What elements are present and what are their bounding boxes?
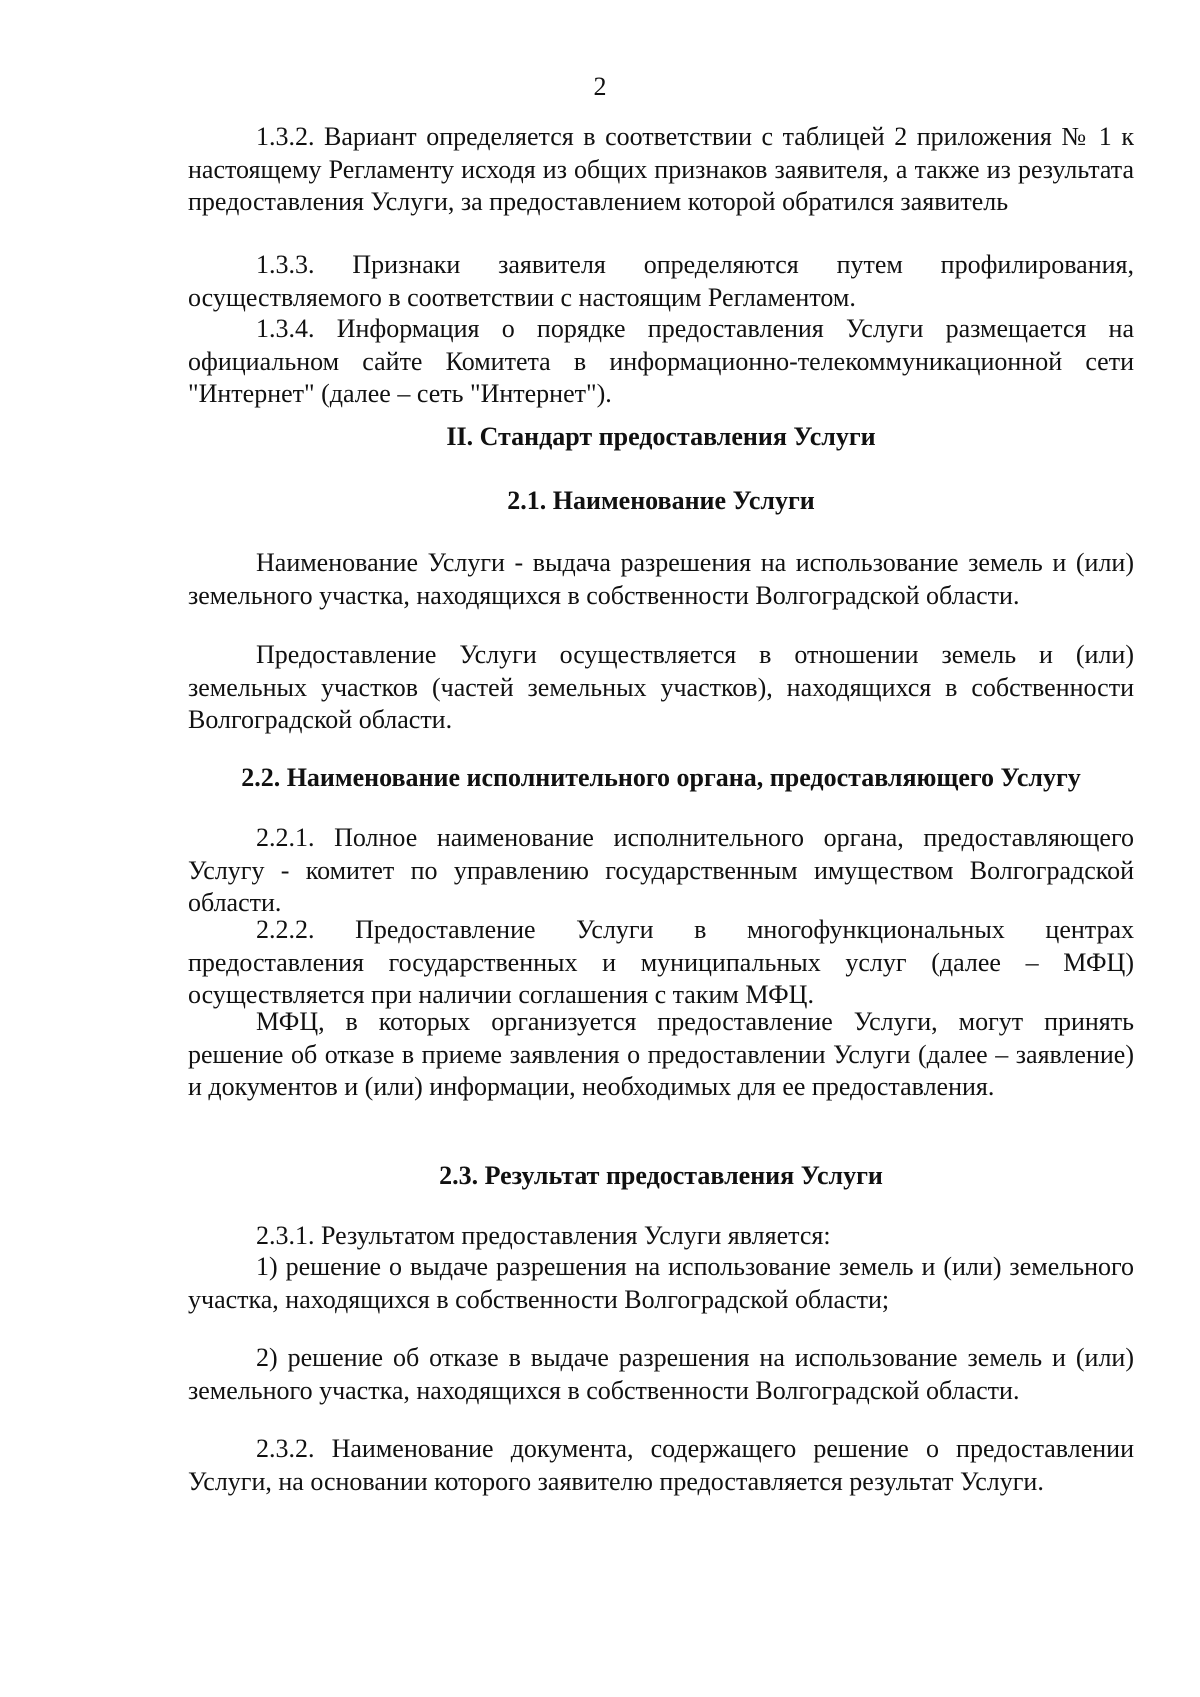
page-number: 2 <box>593 72 607 101</box>
subsection-heading-2-1: 2.1. Наименование Услуги <box>507 486 815 515</box>
list-item-2: 2) решение об отказе в выдаче разрешения на использование земель и (или) земельного участка, находящихся в собственности Волгоградской области. <box>188 1343 1134 1405</box>
paragraph-1-3-3: 1.3.3. Признаки заявителя определяются путем профилирования, осуществляемого в соответствии с настоящим Регламентом. <box>188 250 1134 312</box>
paragraph-2-3-2: 2.3.2. Наименование документа, содержащего решение о предоставлении Услуги, на основании которого заявителю предоставляется результат Услуги. <box>188 1434 1134 1496</box>
list-item-1: 1) решение о выдаче разрешения на использование земель и (или) земельного участка, находящихся в собственности Волгоградской области; <box>188 1252 1134 1314</box>
paragraph-1-3-4: 1.3.4. Информация о порядке предоставления Услуги размещается на официальном сайте Комитета в информационно-телекоммуникационной сети "Интернет" (далее – сеть "Интернет"). <box>188 314 1134 408</box>
paragraph-service-name: Наименование Услуги - выдача разрешения на использование земель и (или) земельного участка, находящихся в собственности Волгоградской области. <box>188 548 1134 610</box>
paragraph-1-3-2: 1.3.2. Вариант определяется в соответствии с таблицей 2 приложения № 1 к настоящему Регламенту исходя из общих признаков заявителя, а также из результата предоставления Услуги, за предоставлением которой обратился заявитель <box>188 122 1134 216</box>
paragraph-service-scope: Предоставление Услуги осуществляется в отношении земель и (или) земельных участков (частей земельных участков), находящихся в собственности Волгоградской области. <box>188 640 1134 734</box>
paragraph-mfc: МФЦ, в которых организуется предоставление Услуги, могут принять решение об отказе в приеме заявления о предоставлении Услуги (далее – заявление) и документов и (или) информации, необходимых для ее предоставления. <box>188 1007 1134 1101</box>
paragraph-2-3-1: 2.3.1. Результатом предоставления Услуги является: <box>256 1221 831 1250</box>
subsection-heading-2-3: 2.3. Результат предоставления Услуги <box>439 1161 883 1190</box>
paragraph-2-2-2: 2.2.2. Предоставление Услуги в многофункциональных центрах предоставления государственных и муниципальных услуг (далее – МФЦ) осуществляется при наличии соглашения с таким МФЦ. <box>188 915 1134 1009</box>
subsection-heading-2-2: 2.2. Наименование исполнительного органа, предоставляющего Услугу <box>241 763 1081 792</box>
section-heading-2: II. Стандарт предоставления Услуги <box>446 422 876 451</box>
paragraph-2-2-1: 2.2.1. Полное наименование исполнительного органа, предоставляющего Услугу - комитет по управлению государственным имуществом Волгоградской области. <box>188 823 1134 917</box>
